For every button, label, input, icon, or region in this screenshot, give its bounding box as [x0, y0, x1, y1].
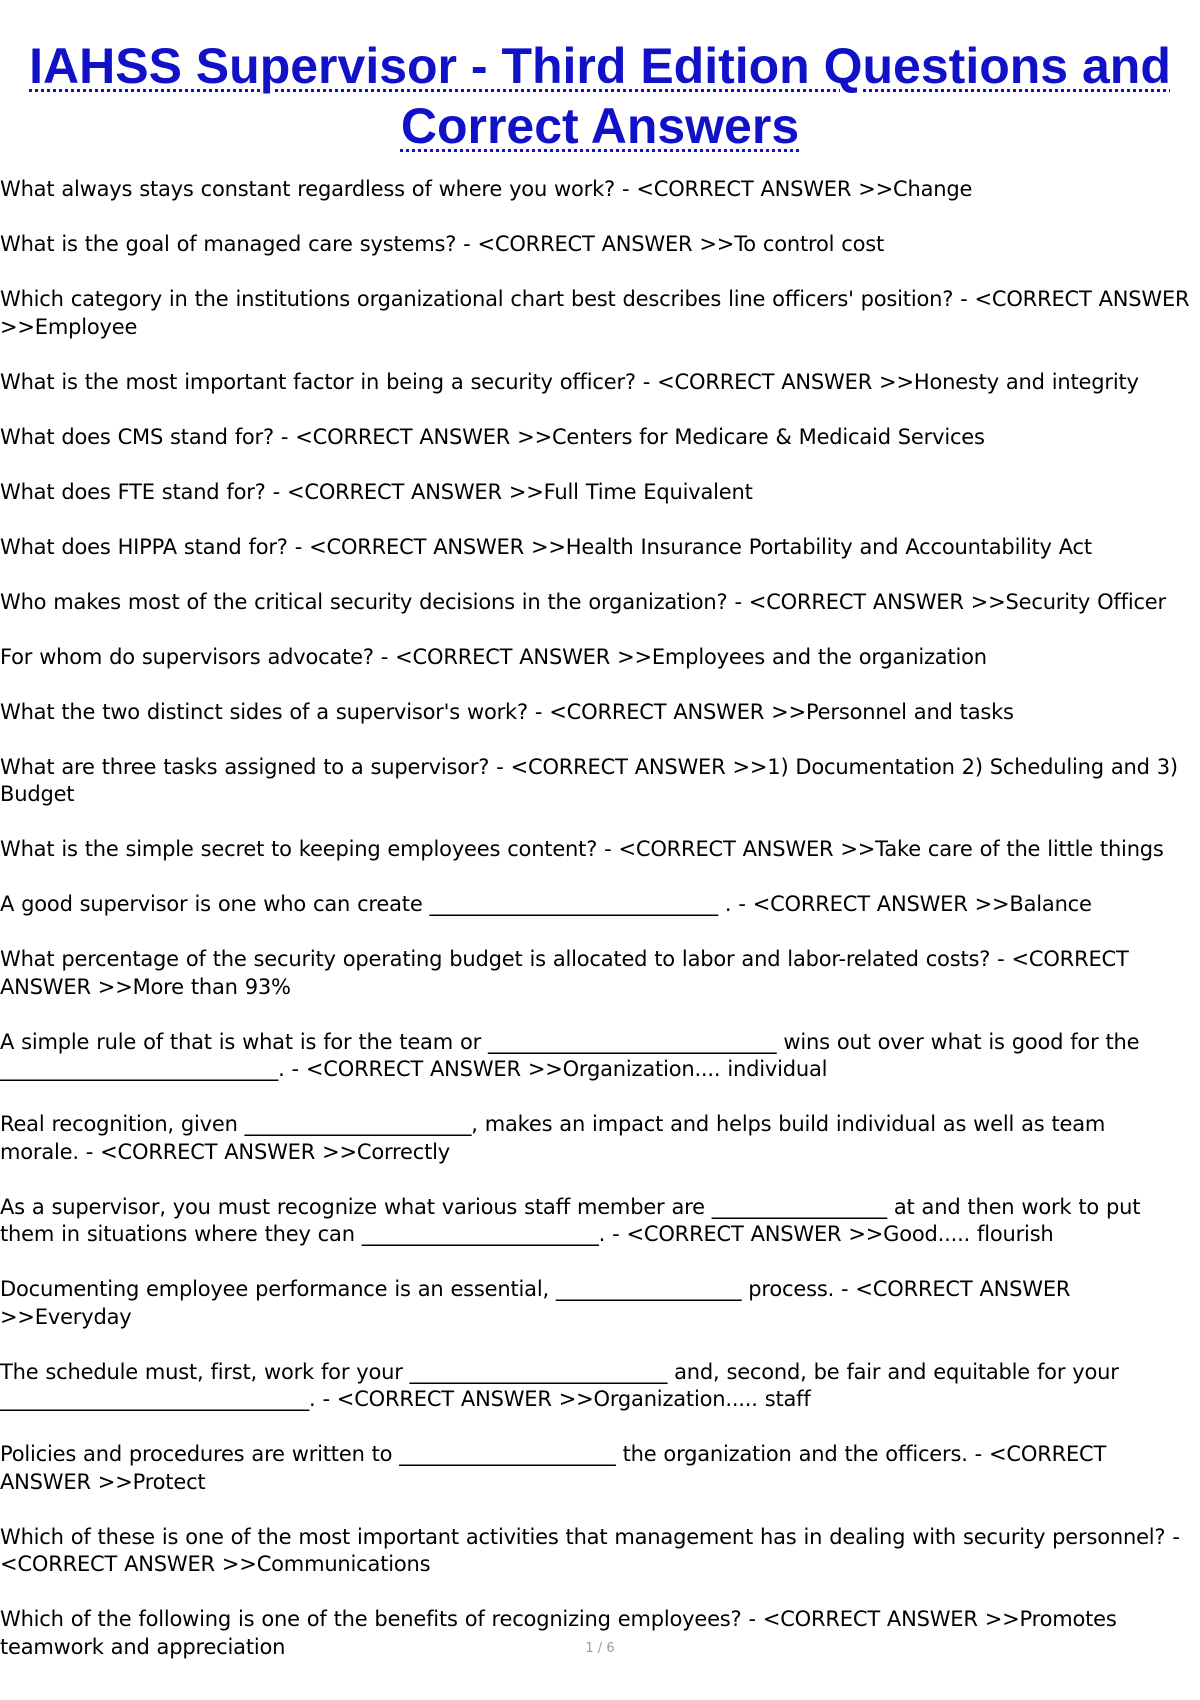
qa-item: Documenting employee performance is an essential, __________________ process. - <CORRECT ANSWER >>Everyday: [0, 1277, 1071, 1329]
qa-item: Policies and procedures are written to _____________________ the organization and the officers. - <CORRECT ANSWER >>Protect: [0, 1442, 1107, 1494]
qa-item: Real recognition, given ______________________, makes an impact and helps build individual as well as team morale. - <CORRECT ANSWER >>Correctly: [0, 1112, 1106, 1164]
qa-item: Which of the following is one of the benefits of recognizing employees? - <CORRECT ANSWER >>Promotes teamwork and appreciation: [0, 1607, 1117, 1659]
qa-item: A good supervisor is one who can create ____________________________ . - <CORRECT ANSWER >>Balance: [0, 892, 1092, 916]
page-number: 1 / 6: [585, 1641, 615, 1656]
title-line-2: Correct Answers: [400, 98, 800, 154]
qa-item: What is the most important factor in being a security officer? - <CORRECT ANSWER >>Honesty and integrity: [0, 369, 1139, 394]
document-title: [0, 36, 1200, 156]
qa-item: What is the simple secret to keeping employees content? - <CORRECT ANSWER >>Take care of the little things: [0, 837, 1164, 861]
title-line-1: IAHSS Supervisor - Third Edition Questions and: [29, 38, 1171, 94]
qa-item: Which of these is one of the most important activities that management has in dealing with security personnel? - <CORRECT ANSWER >>Communications: [0, 1524, 1180, 1576]
qa-item: What percentage of the security operating budget is allocated to labor and labor-related costs? - <CORRECT ANSWER >>More than 93%: [0, 947, 1129, 999]
qa-item: What is the goal of managed care systems? - <CORRECT ANSWER >>To control cost: [0, 232, 885, 256]
qa-item: What does CMS stand for? - <CORRECT ANSWER >>Centers for Medicare & Medicaid Services: [0, 424, 985, 449]
qa-item: What are three tasks assigned to a supervisor? - <CORRECT ANSWER >>1) Documentation 2) Scheduling and 3) Budget: [0, 754, 1178, 806]
qa-item: Which category in the institutions organizational chart best describes line officers' position? - <CORRECT ANSWER >>Employee: [0, 287, 1190, 339]
question-answer-list: [0, 176, 1200, 1661]
qa-item: What always stays constant regardless of where you work? - <CORRECT ANSWER >>Change: [0, 177, 973, 201]
qa-item: For whom do supervisors advocate? - <CORRECT ANSWER >>Employees and the organization: [0, 644, 987, 669]
qa-item: A simple rule of that is what is for the team or ____________________________ wins out over what is good for the ___________________________. - <CORRECT ANSWER >>Organization.... individual: [0, 1029, 1140, 1081]
qa-item: What does HIPPA stand for? - <CORRECT ANSWER >>Health Insurance Portability and Accountability Act: [0, 534, 1092, 559]
qa-item: What does FTE stand for? - <CORRECT ANSWER >>Full Time Equivalent: [0, 479, 753, 504]
qa-item: What the two distinct sides of a supervisor's work? - <CORRECT ANSWER >>Personnel and tasks: [0, 699, 1014, 724]
qa-item: As a supervisor, you must recognize what various staff member are _________________ at and then work to put them in situations where they can _______________________. - <CORRECT ANSWER >>Good..... flourish: [0, 1194, 1141, 1246]
qa-item: The schedule must, first, work for your _________________________ and, second, be fair and equitable for your ______________________________. - <CORRECT ANSWER >>Organization..... staff: [0, 1359, 1119, 1411]
qa-item: Who makes most of the critical security decisions in the organization? - <CORRECT ANSWER >>Security Officer: [0, 589, 1166, 614]
